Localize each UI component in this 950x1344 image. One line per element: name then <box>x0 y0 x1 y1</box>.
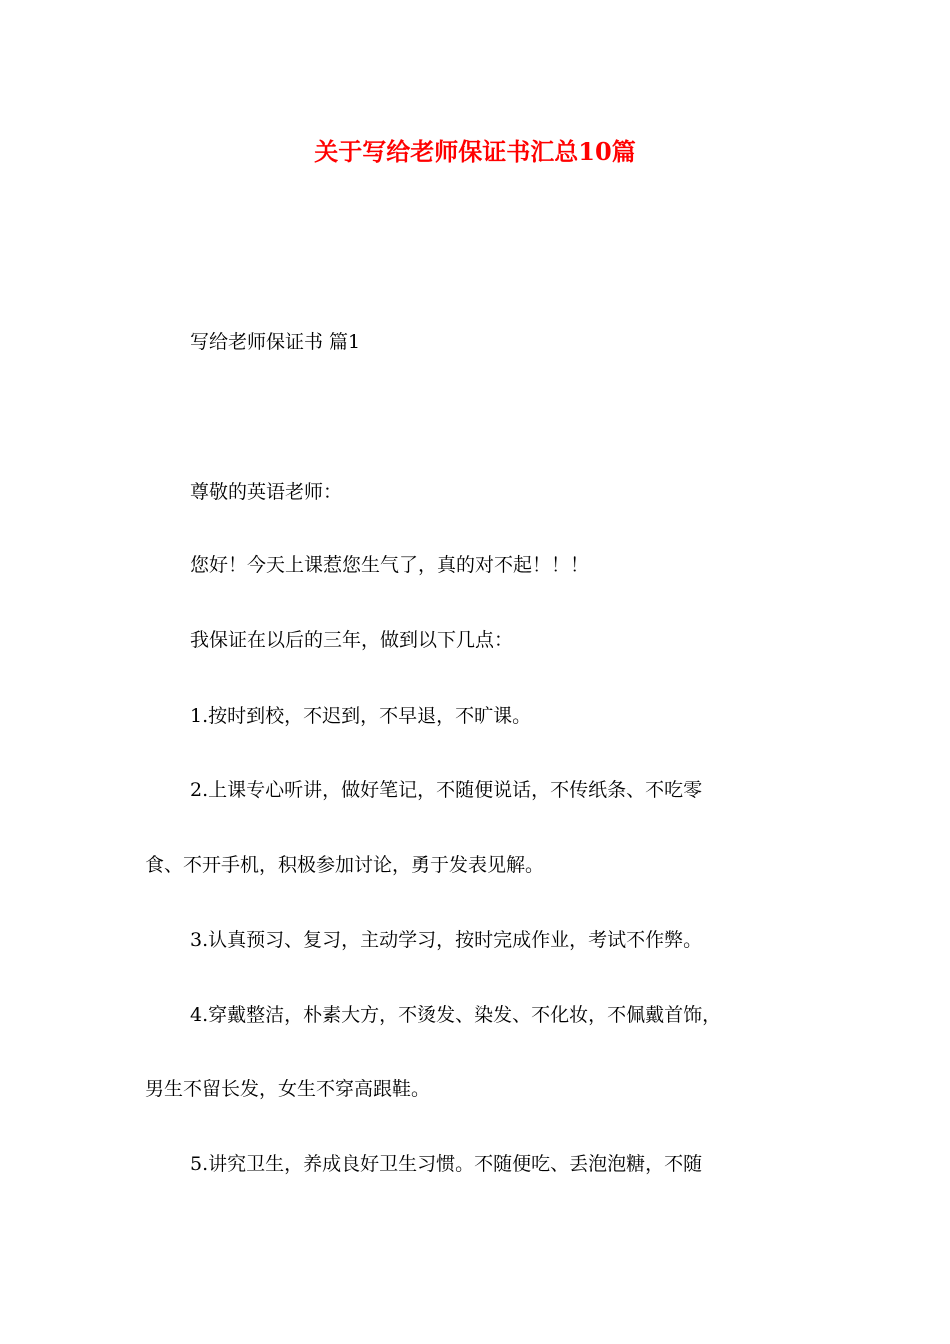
section-heading: 写给老师保证书 篇1 <box>190 331 361 353</box>
list-item-2-continued: 食、不开手机，积极参加讨论，勇于发表见解。 <box>145 854 545 876</box>
paragraph-greeting: 您好！今天上课惹您生气了，真的对不起！！！ <box>190 554 590 576</box>
list-item-1: 1.按时到校，不迟到，不早退，不旷课。 <box>190 705 532 727</box>
salutation: 尊敬的英语老师： <box>190 481 343 503</box>
list-item-4-continued: 男生不留长发，女生不穿高跟鞋。 <box>145 1078 431 1100</box>
list-item-4: 4.穿戴整洁，朴素大方，不烫发、染发、不化妆，不佩戴首饰， <box>190 1004 722 1026</box>
list-item-3: 3.认真预习、复习，主动学习，按时完成作业，考试不作弊。 <box>190 929 703 951</box>
document-title: 关于写给老师保证书汇总10篇 <box>314 137 636 166</box>
paragraph-intro: 我保证在以后的三年，做到以下几点： <box>190 629 514 651</box>
list-item-5: 5.讲究卫生，养成良好卫生习惯。不随便吃、丢泡泡糖，不随 <box>190 1153 703 1175</box>
list-item-2: 2.上课专心听讲，做好笔记，不随便说话，不传纸条、不吃零 <box>190 779 703 801</box>
